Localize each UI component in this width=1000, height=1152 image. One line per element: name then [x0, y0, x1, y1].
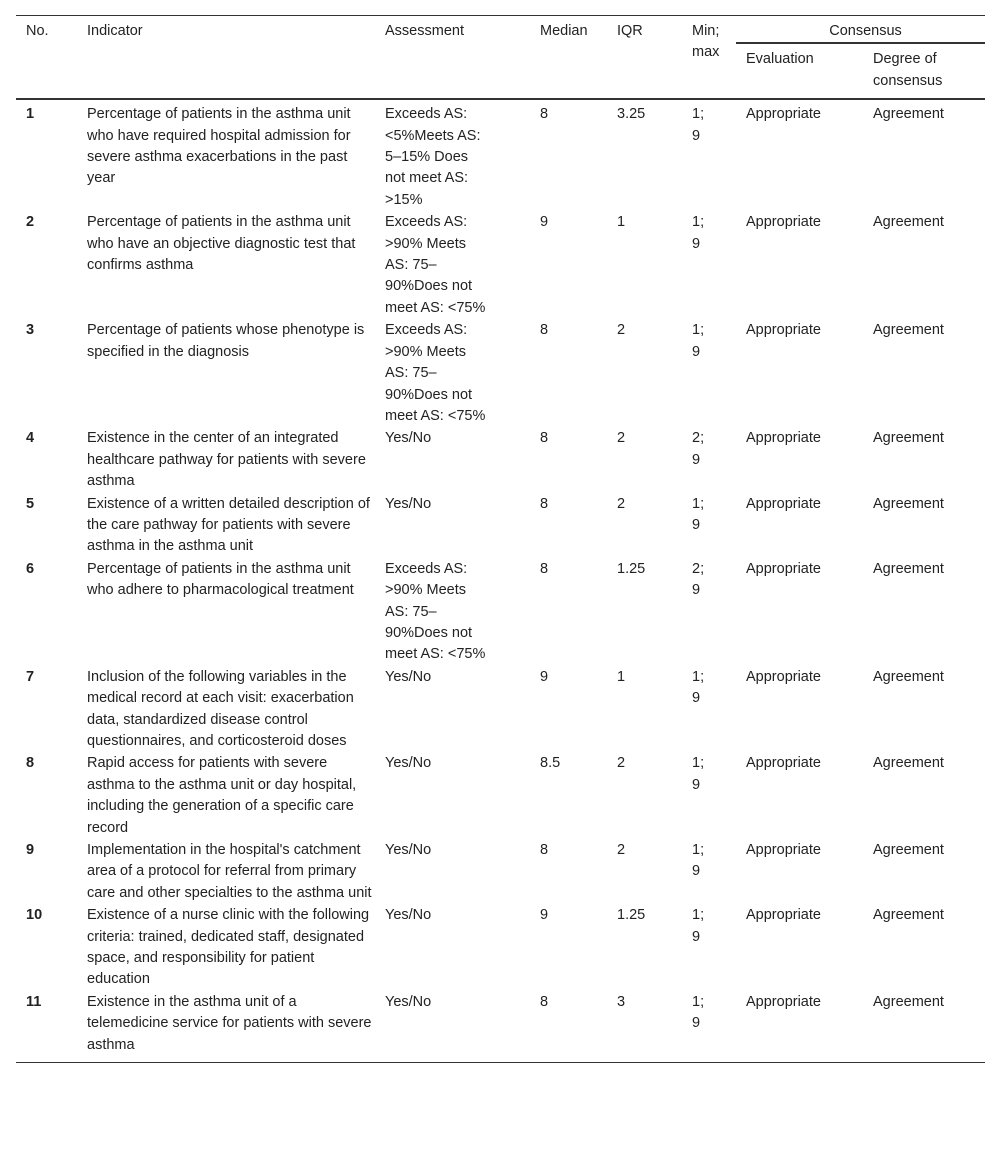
- cell-degree: Agreement: [873, 755, 944, 772]
- cell-indicator: Inclusion of the following variables in the medical record at each visit: exacerbation data, standardized disease control questionnaires, and corticosteroid doses: [87, 668, 354, 749]
- header-consensus: Consensus: [829, 23, 902, 39]
- minmax-value: 1; 9: [692, 214, 705, 252]
- cell-assessment: Yes/No: [385, 668, 432, 685]
- cell-indicator: Percentage of patients in the asthma unit who adhere to pharmacological treatment: [87, 560, 354, 599]
- cell-assessment: Yes/No: [385, 993, 432, 1010]
- header-minmax: Min; max: [692, 23, 720, 61]
- cell-iqr: 1.25: [617, 907, 646, 924]
- minmax-value: 1; 9: [692, 842, 705, 880]
- cell-assessment: Yes/No: [385, 430, 432, 447]
- table-row: [16, 839, 985, 904]
- cell-minmax: [682, 991, 736, 1063]
- table-row: [16, 493, 985, 558]
- header-indicator: Indicator: [87, 23, 143, 39]
- cell-minmax: [682, 666, 736, 753]
- cell-degree: Agreement: [873, 495, 944, 512]
- cell-no: 8: [26, 755, 35, 772]
- cell-median: 8: [540, 993, 549, 1010]
- cell-degree: Agreement: [873, 430, 944, 447]
- table-row: [16, 752, 985, 839]
- table-row: [16, 211, 985, 319]
- cell-assessment: Exceeds AS: <5%Meets AS: 5–15% Does not meet AS: >15%: [385, 106, 481, 208]
- cell-minmax: [682, 99, 736, 211]
- cell-degree: Agreement: [873, 993, 944, 1010]
- cell-minmax: [682, 752, 736, 839]
- header-iqr: IQR: [617, 23, 643, 39]
- cell-evaluation: Appropriate: [746, 907, 821, 924]
- cell-iqr: 2: [617, 322, 626, 339]
- cell-degree: Agreement: [873, 668, 944, 685]
- minmax-value: 1; 9: [692, 106, 705, 144]
- cell-median: 8: [540, 842, 549, 859]
- header-evaluation: Evaluation: [736, 43, 863, 99]
- cell-iqr: 2: [617, 495, 626, 512]
- cell-iqr: 3: [617, 993, 626, 1010]
- cell-evaluation: Appropriate: [746, 214, 821, 231]
- cell-iqr: 2: [617, 842, 626, 859]
- cell-assessment: Yes/No: [385, 907, 432, 924]
- cell-minmax: [682, 319, 736, 427]
- cell-iqr: 2: [617, 430, 626, 447]
- cell-evaluation: Appropriate: [746, 322, 821, 339]
- cell-iqr: 1: [617, 214, 626, 231]
- cell-no: 10: [26, 907, 43, 924]
- cell-median: 9: [540, 907, 549, 924]
- table-row: [16, 427, 985, 492]
- cell-degree: Agreement: [873, 907, 944, 924]
- cell-indicator: Implementation in the hospital's catchment area of a protocol for referral from primary care and other specialties to the asthma unit: [87, 842, 372, 901]
- header-no: No.: [26, 23, 49, 39]
- cell-degree: Agreement: [873, 322, 944, 339]
- cell-minmax: [682, 904, 736, 991]
- indicators-table: [16, 15, 985, 1063]
- cell-indicator: Existence in the asthma unit of a telemedicine service for patients with severe asthma: [87, 993, 372, 1053]
- cell-no: 7: [26, 668, 35, 685]
- table-row: [16, 558, 985, 666]
- table-row: [16, 991, 985, 1063]
- cell-degree: Agreement: [873, 560, 944, 577]
- cell-median: 9: [540, 214, 549, 231]
- header-median: Median: [540, 23, 588, 39]
- cell-indicator: Rapid access for patients with severe asthma to the asthma unit or day hospital, including the generation of a specific care record: [87, 755, 357, 836]
- cell-median: 8: [540, 106, 549, 123]
- cell-iqr: 3.25: [617, 106, 646, 123]
- cell-no: 11: [26, 993, 42, 1010]
- cell-indicator: Existence in the center of an integrated healthcare pathway for patients with severe asthma: [87, 430, 366, 490]
- cell-minmax: [682, 839, 736, 904]
- cell-degree: Agreement: [873, 106, 944, 123]
- cell-no: 5: [26, 495, 35, 512]
- cell-evaluation: Appropriate: [746, 842, 821, 859]
- minmax-value: 2; 9: [692, 560, 705, 599]
- cell-assessment: Exceeds AS: >90% Meets AS: 75–90%Does not meet AS: <75%: [385, 560, 486, 663]
- cell-median: 8.5: [540, 755, 561, 772]
- cell-median: 9: [540, 668, 549, 685]
- cell-minmax: [682, 427, 736, 492]
- header-degree: Degree of consensus: [863, 43, 985, 99]
- cell-evaluation: Appropriate: [746, 106, 821, 123]
- table-row: [16, 319, 985, 427]
- cell-evaluation: Appropriate: [746, 993, 821, 1010]
- cell-degree: Agreement: [873, 214, 944, 231]
- cell-iqr: 1.25: [617, 560, 646, 577]
- cell-median: 8: [540, 495, 549, 512]
- cell-assessment: Yes/No: [385, 755, 432, 772]
- cell-no: 4: [26, 430, 35, 447]
- cell-evaluation: Appropriate: [746, 430, 821, 447]
- cell-minmax: [682, 558, 736, 666]
- cell-median: 8: [540, 560, 549, 577]
- cell-assessment: Exceeds AS: >90% Meets AS: 75–90%Does not meet AS: <75%: [385, 322, 486, 424]
- cell-no: 6: [26, 560, 35, 577]
- cell-evaluation: Appropriate: [746, 755, 821, 772]
- table-row: [16, 666, 985, 753]
- cell-assessment: Exceeds AS: >90% Meets AS: 75–90%Does not meet AS: <75%: [385, 214, 486, 316]
- cell-indicator: Percentage of patients in the asthma unit who have required hospital admission for severe asthma exacerbations in the past year: [87, 106, 351, 187]
- cell-degree: Agreement: [873, 842, 944, 859]
- cell-no: 9: [26, 842, 35, 859]
- cell-iqr: 2: [617, 755, 626, 772]
- table-row: [16, 99, 985, 211]
- cell-assessment: Yes/No: [385, 495, 432, 512]
- cell-assessment: Yes/No: [385, 842, 432, 859]
- cell-minmax: [682, 493, 736, 558]
- cell-indicator: Percentage of patients in the asthma unit who have an objective diagnostic test that confirms asthma: [87, 214, 356, 274]
- minmax-value: 1; 9: [692, 993, 705, 1032]
- minmax-value: 1; 9: [692, 495, 705, 533]
- cell-minmax: [682, 211, 736, 319]
- minmax-value: 1; 9: [692, 907, 705, 945]
- cell-median: 8: [540, 322, 549, 339]
- minmax-value: 2; 9: [692, 430, 705, 468]
- header-assessment: Assessment: [385, 23, 464, 39]
- minmax-value: 1; 9: [692, 322, 705, 360]
- cell-indicator: Percentage of patients whose phenotype is specified in the diagnosis: [87, 322, 365, 360]
- cell-evaluation: Appropriate: [746, 560, 821, 577]
- cell-indicator: Existence of a written detailed description of the care pathway for patients with severe asthma in the asthma unit: [87, 495, 370, 555]
- cell-indicator: Existence of a nurse clinic with the following criteria: trained, dedicated staff, designated space, and responsibility for patient education: [87, 907, 370, 988]
- cell-no: 2: [26, 214, 35, 231]
- cell-iqr: 1: [617, 668, 626, 685]
- cell-evaluation: Appropriate: [746, 668, 821, 685]
- cell-evaluation: Appropriate: [746, 495, 821, 512]
- cell-no: 1: [26, 106, 35, 123]
- cell-median: 8: [540, 430, 549, 447]
- minmax-value: 1; 9: [692, 668, 705, 707]
- cell-no: 3: [26, 322, 35, 339]
- table-row: [16, 904, 985, 991]
- minmax-value: 1; 9: [692, 755, 705, 793]
